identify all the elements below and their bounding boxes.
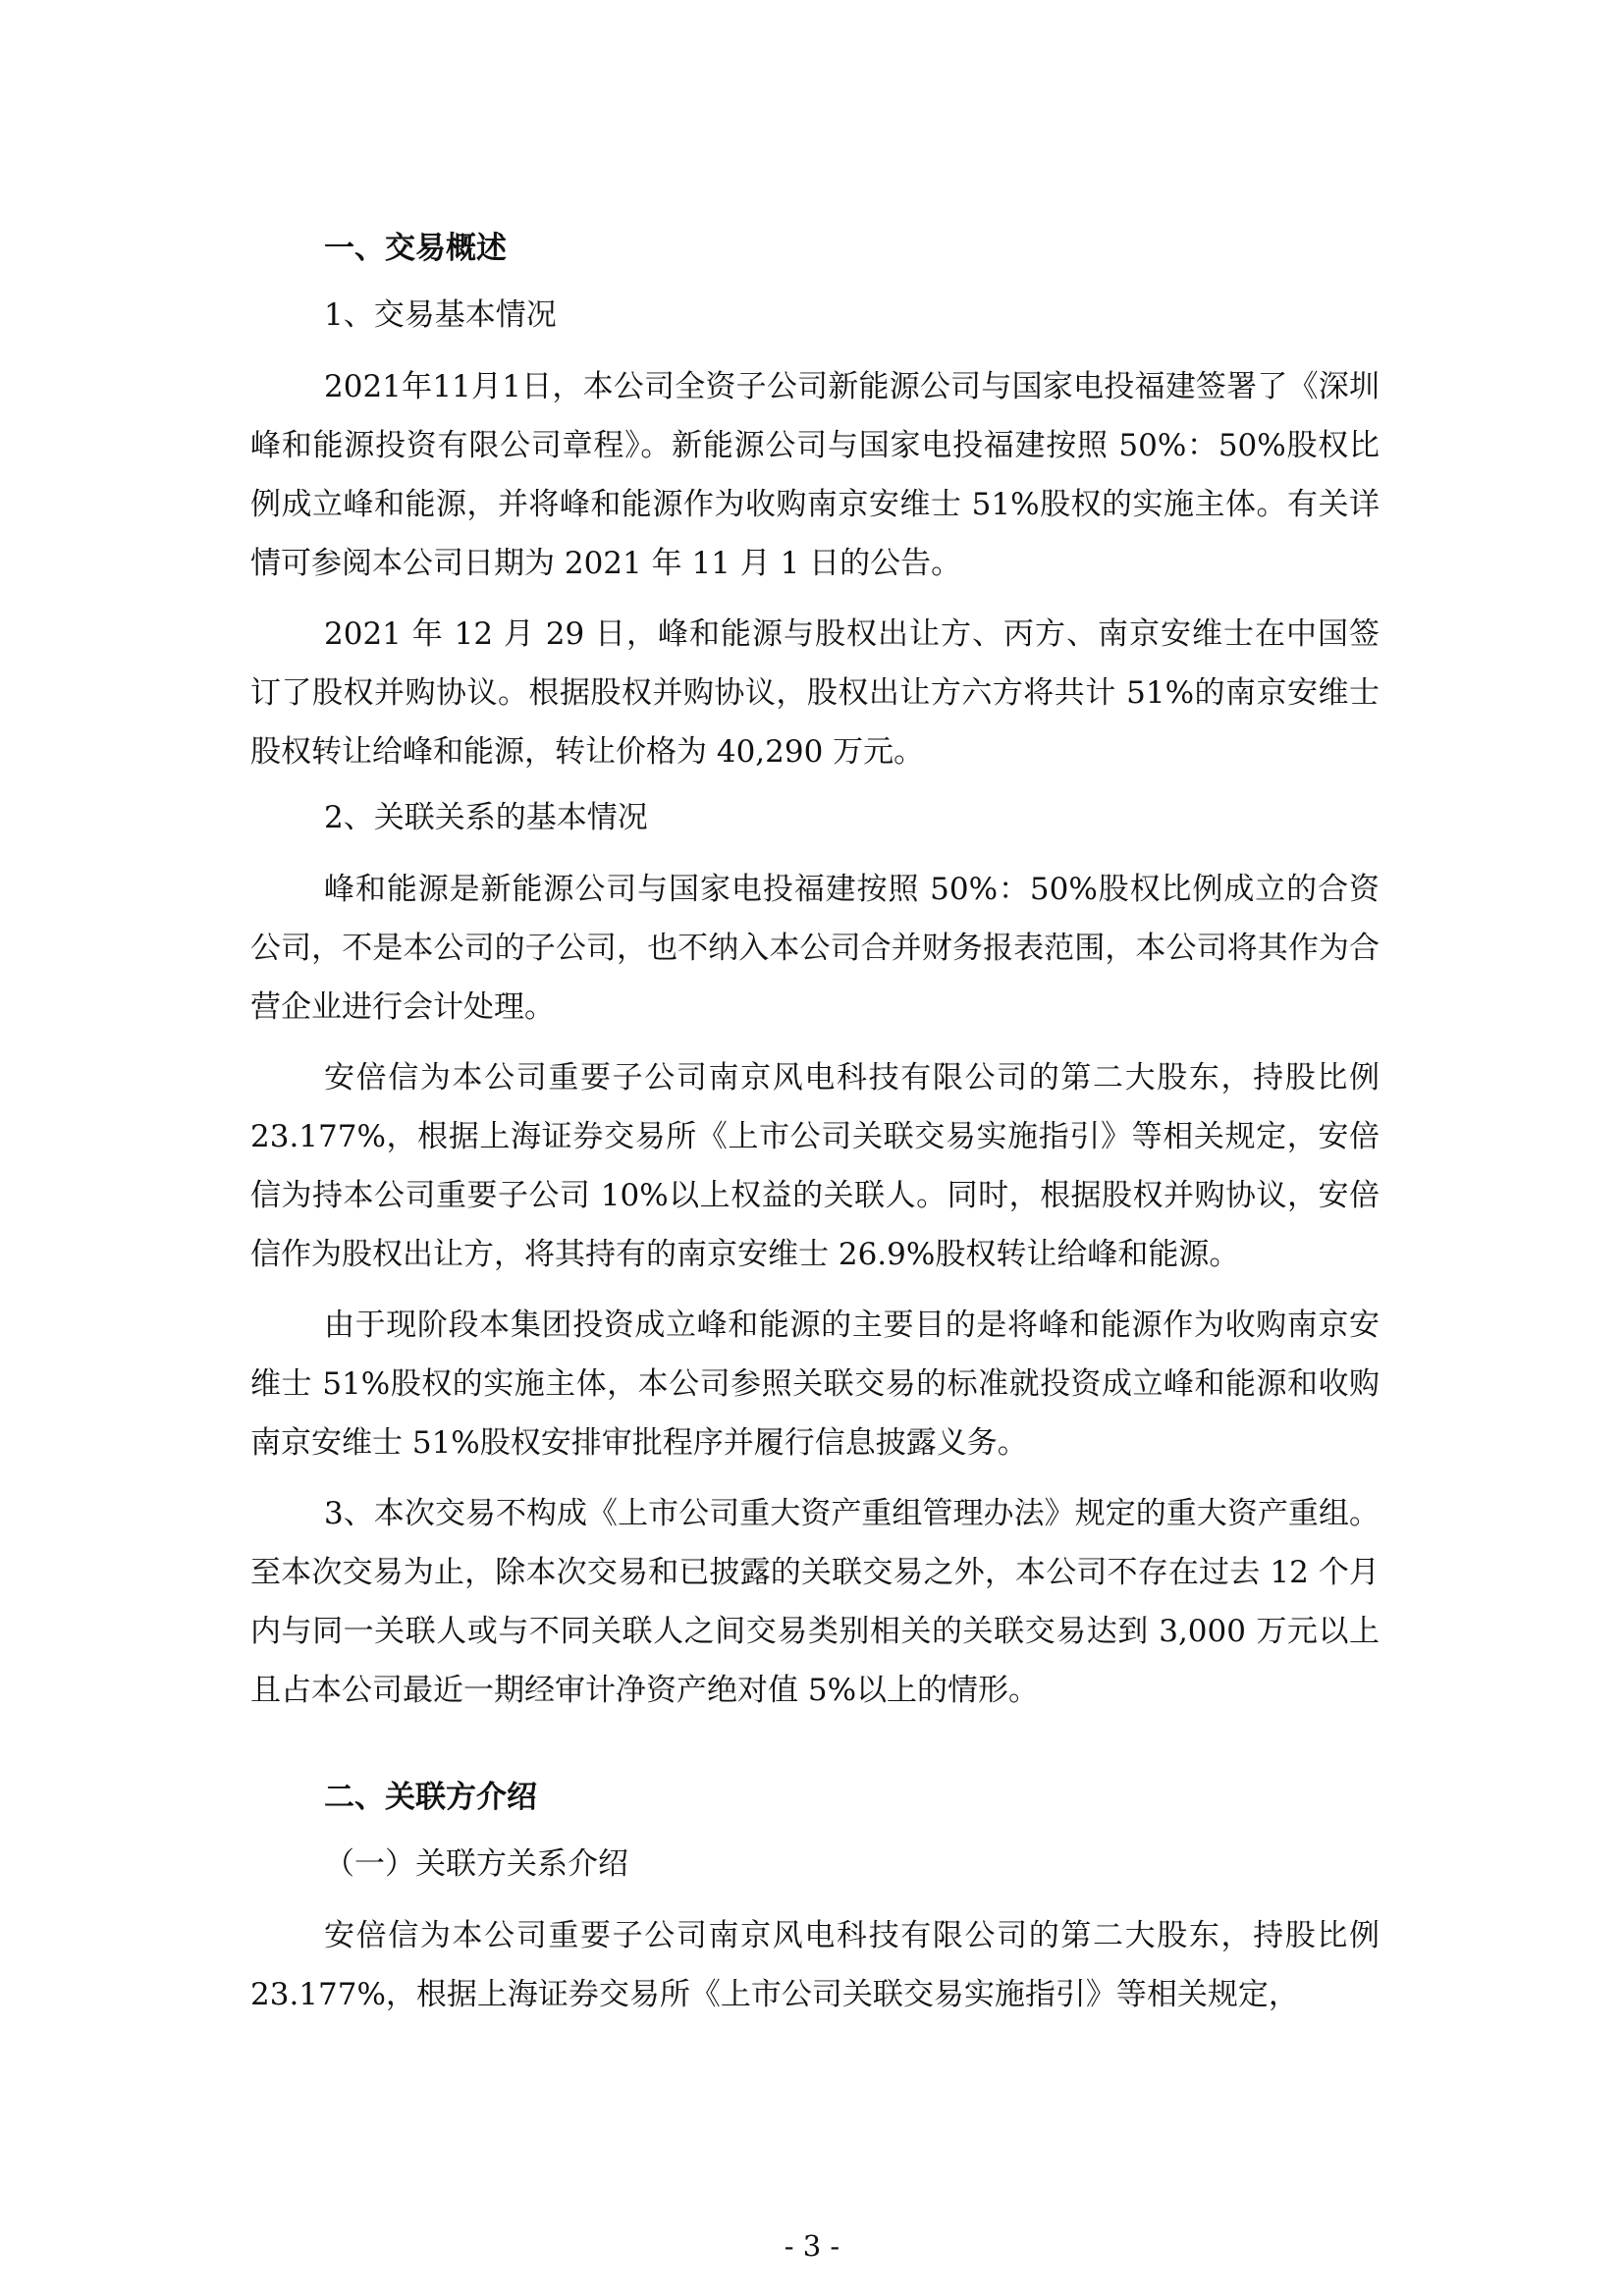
subheading-related-party-relationship: 2、关联关系的基本情况	[324, 800, 648, 835]
subheading-related-party-relationship-introduction: （一）关联方关系介绍	[324, 1846, 628, 1882]
paragraph: 峰和能源是新能源公司与国家电投福建按照 50%：50%股权比例成立的合资公司，不是本公司的子公司，也不纳入本公司合并财务报表范围，本公司将其作为合营企业进行会计处理。	[250, 872, 1380, 1025]
paragraph: 安倍信为本公司重要子公司南京风电科技有限公司的第二大股东，持股比例 23.177%，根据上海证券交易所《上市公司关联交易实施指引》等相关规定，安倍信为持本公司重要子公司 10%以上权益的关联人。同时，根据股权并购协议，安倍信作为股权出让方，将其持有的南京安维士 26.9%股权转让给峰和能源。	[250, 1060, 1380, 1272]
page-body	[250, 224, 1380, 2036]
paragraph: 由于现阶段本集团投资成立峰和能源的主要目的是将峰和能源作为收购南京安维士 51%股权的实施主体，本公司参照关联交易的标准就投资成立峰和能源和收购南京安维士 51%股权安排审批程序并履行信息披露义务。	[250, 1308, 1380, 1461]
section-heading-related-party-introduction: 二、关联方介绍	[324, 1780, 537, 1815]
paragraph: 安倍信为本公司重要子公司南京风电科技有限公司的第二大股东，持股比例 23.177%，根据上海证券交易所《上市公司关联交易实施指引》等相关规定，	[250, 1918, 1380, 2012]
paragraph: 3、本次交易不构成《上市公司重大资产重组管理办法》规定的重大资产重组。至本次交易为止，除本次交易和已披露的关联交易之外，本公司不存在过去 12 个月内与同一关联人或与不同关联人之间交易类别相关的关联交易达到 3,000 万元以上且占本公司最近一期经审计净资产绝对值 5%以上的情形。	[250, 1496, 1380, 1708]
paragraph: 2021 年 12 月 29 日，峰和能源与股权出让方、丙方、南京安维士在中国签订了股权并购协议。根据股权并购协议，股权出让方六方将共计 51%的南京安维士股权转让给峰和能源，转让价格为 40,290 万元。	[250, 616, 1380, 770]
paragraph: 2021年11月1日，本公司全资子公司新能源公司与国家电投福建签署了《深圳峰和能源投资有限公司章程》。新能源公司与国家电投福建按照 50%：50%股权比例成立峰和能源，并将峰和能源作为收购南京安维士 51%股权的实施主体。有关详情可参阅本公司日期为 2021 年 11 月 1 日的公告。	[250, 369, 1380, 581]
subheading-basic-transaction-info: 1、交易基本情况	[324, 297, 557, 333]
section-heading-transaction-overview: 一、交易概述	[324, 231, 507, 266]
page-number: - 3 -	[784, 2229, 840, 2263]
